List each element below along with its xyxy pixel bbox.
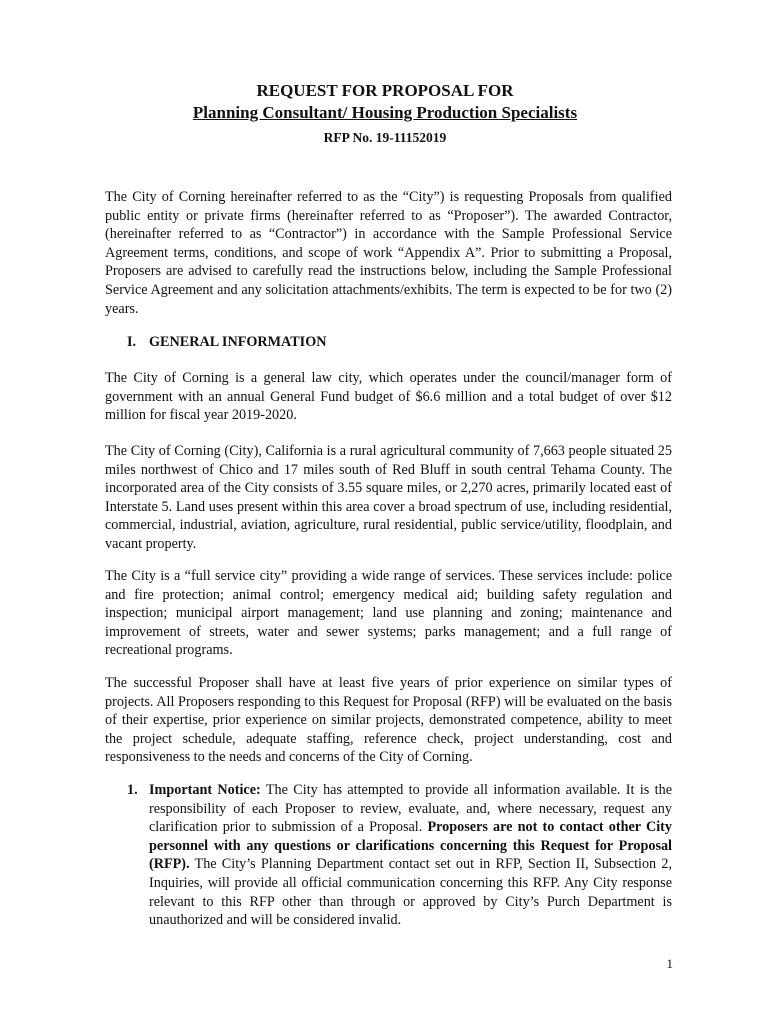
document-subtitle: Planning Consultant/ Housing Production Specialists <box>192 103 578 122</box>
notice-text-2: The City’s Planning Department contact set out in RFP, Section II, Subsection 2, Inquiries, will provide all official communication concerning this RFP. Any City response relevant to this RFP other than through or approved by City’s Purch Department is unauthorized and will be considered invalid. <box>149 856 672 929</box>
section-title: GENERAL INFORMATION <box>149 334 327 350</box>
page-number: 1 <box>666 956 673 971</box>
rfp-number: RFP No. 19-11152019 <box>323 130 447 145</box>
important-notice <box>149 781 672 930</box>
paragraph-community: The City of Corning (City), California is a rural agricultural community of 7,663 people situated 25 miles northwest of Chico and 17 miles south of Red Bluff in south central Tehama County. The incorporated area of the City consists of 3.55 square miles, or 2,270 acres, primarily located east of Interstate 5. Land uses present within this area cover a broad spectrum of use, including residential, commercial, industrial, aviation, agriculture, rural residential, public service/utility, floodplain, and vacant property. <box>105 443 672 552</box>
notice-bold-text: Proposers are not to contact other City personnel with any questions or clarifications concerning this Request for Proposal (RFP). <box>149 819 672 873</box>
section-heading-general-information <box>127 333 327 351</box>
document-title: REQUEST FOR PROPOSAL FOR <box>256 81 514 100</box>
notice-number: 1. <box>127 782 138 798</box>
paragraph-qualifications: The successful Proposer shall have at least five years of prior experience on similar types of projects. All Proposers responding to this Request for Proposal (RFP) will be evaluated on the basis of their expertise, prior experience on similar projects, demonstrated competence, ability to meet the project schedule, adequate staffing, reference check, project understanding, cost and responsiveness to the needs and concerns of the City of Corning. <box>105 675 672 766</box>
paragraph-services: The City is a “full service city” providing a wide range of services. These services include: police and fire protection; animal control; emergency medical aid; building safety regulation and inspection; municipal airport management; land use planning and zoning; maintenance and improvement of streets, water and sewer systems; parks management; and a full range of recreational programs. <box>105 568 672 659</box>
paragraph-government: The City of Corning is a general law city, which operates under the council/manager form of government with an annual General Fund budget of $6.6 million and a total budget of over $12 million for fiscal year 2019-2020. <box>105 370 672 424</box>
intro-paragraph: The City of Corning hereinafter referred to as the “City”) is requesting Proposals from qualified public entity or private firms (hereinafter referred to as “Proposer”). The awarded Contractor, (hereinafter referred to as “Contractor”) in accordance with the Sample Professional Service Agreement terms, conditions, and scope of work “Appendix A”. Prior to submitting a Proposal, Proposers are advised to carefully read the instructions below, including the Sample Professional Service Agreement and any solicitation attachments/exhibits. The term is expected to be for two (2) years. <box>105 189 672 317</box>
section-numeral: I. <box>127 334 137 350</box>
notice-text-1: The City has attempted to provide all information available. It is the responsibility of each Proposer to review, evaluate, and, where necessary, request any clarification prior to submission of a Proposal. <box>149 782 672 836</box>
notice-label: Important Notice: <box>149 782 261 798</box>
